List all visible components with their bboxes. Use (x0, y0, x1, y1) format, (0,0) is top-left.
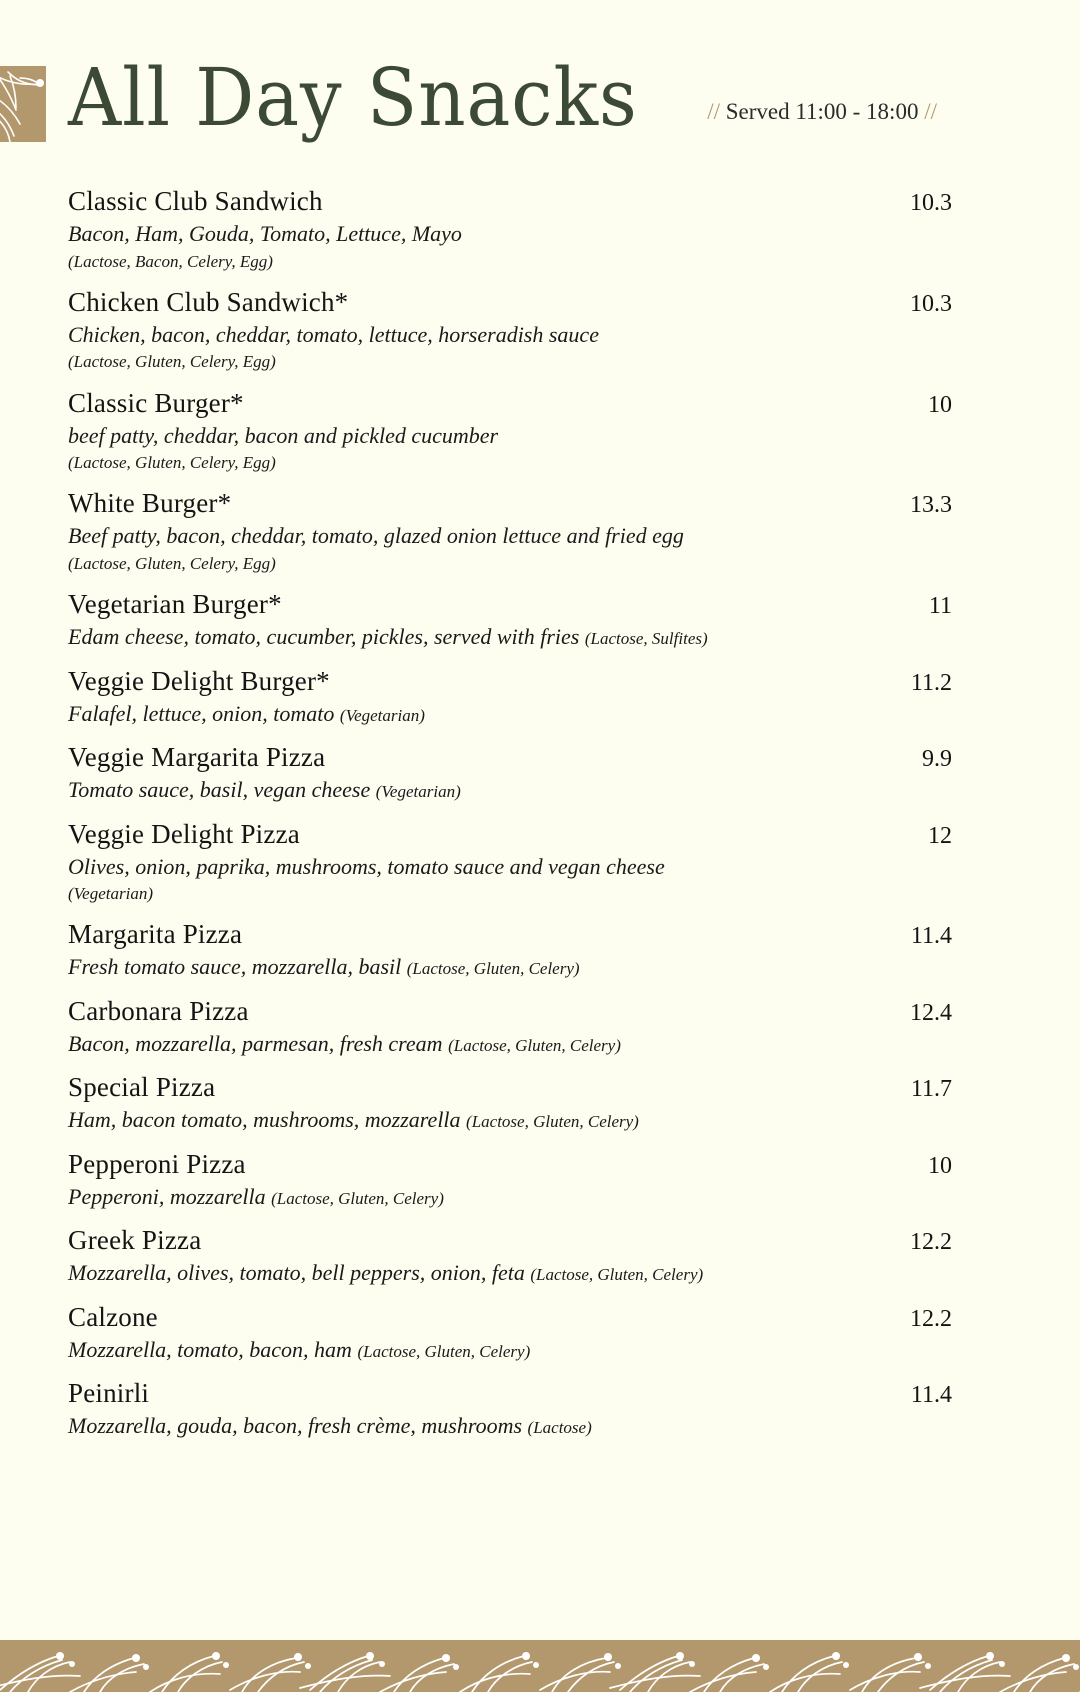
menu-item-description-text: Edam cheese, tomato, cucumber, pickles, served with fries (68, 624, 580, 649)
menu-item (68, 1149, 952, 1211)
menu-item-allergens: (Lactose, Gluten, Celery) (406, 959, 580, 979)
menu-item-allergens: (Lactose, Gluten, Celery) (271, 1188, 444, 1208)
menu-item-head (68, 186, 952, 217)
menu-item (68, 1225, 952, 1287)
menu-item (68, 666, 952, 728)
menu-item-head (68, 1302, 952, 1333)
menu-item-name: Veggie Margarita Pizza (68, 742, 326, 772)
menu-item-price: 12.2 (910, 1229, 952, 1256)
menu-item-price: 11.7 (910, 1076, 952, 1103)
menu-item-price: 9.9 (922, 746, 952, 772)
menu-item-description-text: Ham, bacon tomato, mushrooms, mozzarella (68, 1107, 461, 1133)
menu-item-allergens: (Lactose, Gluten, Celery) (357, 1341, 531, 1361)
menu-item-name: Peinirli (68, 1378, 150, 1409)
menu-item-description-text: Chicken, bacon, cheddar, tomato, lettuce, horseradish sauce (68, 321, 599, 347)
menu-item-name: Carbonara Pizza (68, 995, 249, 1026)
botanical-leaf-border-icon (0, 1640, 1080, 1692)
menu-item-description-text: Mozzarella, olives, tomato, bell peppers, onion, feta (68, 1260, 525, 1286)
menu-item-head (68, 1378, 952, 1409)
menu-item-name: Classic Club Sandwich (68, 186, 323, 216)
menu-item (68, 589, 952, 651)
menu-item-name: Veggie Delight Burger* (68, 665, 330, 696)
menu-item-head (68, 819, 952, 850)
menu-item-description (68, 1336, 952, 1364)
menu-item-price: 11.4 (910, 923, 952, 950)
menu-item (68, 488, 952, 574)
page-title: All Day Snacks (68, 51, 638, 144)
menu-item-name: Veggie Delight Pizza (68, 818, 300, 849)
menu-item-description (68, 1183, 952, 1211)
menu-item-description (68, 623, 952, 651)
menu-item-head (68, 919, 952, 950)
menu-item-price: 12.2 (910, 1305, 952, 1332)
menu-item (68, 1302, 952, 1364)
menu-item-head (68, 488, 952, 519)
menu-item-allergens: (Lactose) (527, 1418, 592, 1438)
menu-item-name: Classic Burger* (68, 387, 244, 418)
menu-item-name: Margarita Pizza (68, 919, 243, 950)
menu-item-head (68, 287, 952, 318)
menu-item (68, 819, 952, 905)
menu-item-description-text: Pepperoni, mozzarella (68, 1183, 266, 1209)
botanical-leaf-ornament-icon (0, 66, 46, 142)
menu-item-allergens: (Lactose, Gluten, Celery, Egg) (68, 453, 276, 472)
menu-item-price: 10.3 (910, 190, 952, 216)
menu-item-description-text: beef patty, cheddar, bacon and pickled cucumber (68, 422, 499, 448)
menu-item-description (68, 700, 952, 728)
menu-item-price: 13.3 (910, 492, 952, 519)
menu-item-price: 12.4 (910, 999, 952, 1026)
menu-item (68, 287, 952, 373)
menu-item-description-text: Beef patty, bacon, cheddar, tomato, glazed onion lettuce and fried egg (68, 523, 684, 549)
menu-item-description-text: Bacon, mozzarella, parmesan, fresh cream (68, 1030, 443, 1056)
menu-item-name: Special Pizza (68, 1072, 216, 1103)
menu-item-price: 12 (928, 822, 952, 849)
menu-item (68, 388, 952, 474)
menu-item (68, 996, 952, 1058)
menu-item (68, 186, 952, 272)
menu-item-name: White Burger* (68, 488, 232, 519)
menu-item-description-text: Fresh tomato sauce, mozzarella, basil (68, 954, 402, 980)
menu-item-description (68, 1412, 952, 1440)
menu-item-head (68, 589, 952, 620)
menu-item-price: 10 (928, 391, 952, 418)
menu-item (68, 1072, 952, 1134)
menu-item-price: 10 (928, 1152, 952, 1179)
served-hours-note (707, 99, 937, 125)
menu-item-allergens: (Lactose, Gluten, Celery) (530, 1265, 704, 1285)
served-hours-text: Served 11:00 - 18:00 (725, 99, 919, 124)
menu-item-head (68, 388, 952, 419)
title-row (68, 51, 937, 144)
menu-item-description (68, 522, 952, 550)
menu-item-description (68, 953, 952, 981)
menu-item-description-text: Olives, onion, paprika, mushrooms, tomato sauce and vegan cheese (68, 853, 665, 879)
menu-item-description-text: Falafel, lettuce, onion, tomato (68, 700, 335, 726)
menu-item-name: Chicken Club Sandwich* (68, 286, 349, 317)
menu-item-description-text: Mozzarella, tomato, bacon, ham (68, 1336, 352, 1362)
menu-item-description (68, 1030, 952, 1058)
menu-item-price: 11 (928, 593, 952, 619)
menu-item-name: Pepperoni Pizza (68, 1148, 246, 1179)
menu-item-allergens: (Lactose, Sulfites) (584, 629, 708, 648)
menu-items-list (68, 186, 952, 1455)
menu-item (68, 919, 952, 981)
menu-item-head (68, 1149, 952, 1180)
menu-item-description (68, 321, 952, 349)
menu-item-head (68, 742, 952, 773)
menu-item-allergens: (Lactose, Gluten, Celery) (448, 1035, 621, 1055)
menu-item-name: Vegetarian Burger* (68, 589, 282, 619)
menu-item (68, 742, 952, 804)
menu-item-description (68, 776, 952, 804)
menu-item-head (68, 1225, 952, 1256)
menu-item-price: 11.2 (910, 669, 952, 696)
menu-item-description (68, 853, 952, 881)
slash-suffix: // (924, 99, 937, 124)
menu-item-description (68, 220, 952, 248)
menu-header (0, 0, 1080, 144)
slash-prefix: // (707, 99, 720, 124)
menu-item-description (68, 1259, 952, 1287)
menu-item-allergens: (Lactose, Gluten, Celery) (466, 1112, 639, 1132)
menu-item-price: 10.3 (910, 290, 952, 317)
menu-item-description-text: Bacon, Ham, Gouda, Tomato, Lettuce, Mayo (68, 221, 462, 246)
menu-item-allergens: (Vegetarian) (68, 884, 153, 903)
menu-item-name: Greek Pizza (68, 1225, 202, 1256)
menu-item (68, 1378, 952, 1440)
menu-item-head (68, 1072, 952, 1103)
menu-item-allergens: (Vegetarian) (339, 705, 425, 725)
menu-item-head (68, 666, 952, 697)
menu-item-name: Calzone (68, 1301, 158, 1332)
menu-item-price: 11.4 (910, 1382, 952, 1409)
menu-item-description-text: Mozzarella, gouda, bacon, fresh crème, mushrooms (68, 1413, 523, 1439)
menu-item-allergens: (Vegetarian) (375, 782, 461, 801)
menu-item-description-text: Tomato sauce, basil, vegan cheese (68, 777, 371, 802)
menu-item-description (68, 422, 952, 450)
menu-item-allergens: (Lactose, Bacon, Celery, Egg) (68, 251, 273, 271)
menu-item-head (68, 996, 952, 1027)
menu-item-allergens: (Lactose, Gluten, Celery, Egg) (68, 352, 276, 372)
menu-item-description (68, 1106, 952, 1134)
menu-item-allergens: (Lactose, Gluten, Celery, Egg) (68, 553, 276, 573)
